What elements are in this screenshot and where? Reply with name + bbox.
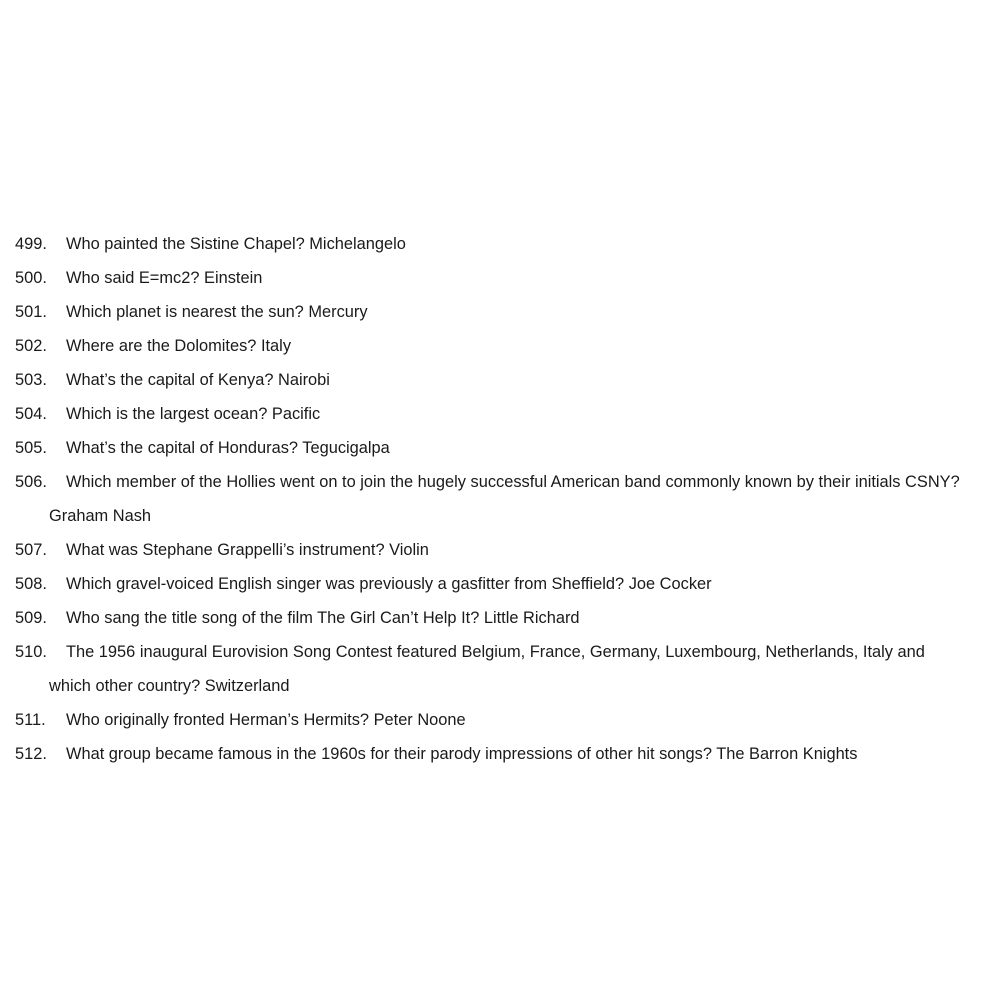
list-item (15, 329, 993, 363)
item-text: Which member of the Hollies went on to join the hugely successful American band commonly known by their initials CSNY? (66, 473, 960, 491)
list-item (15, 737, 993, 771)
item-number: 499. (15, 235, 47, 253)
item-text: Who sang the title song of the film The Girl Can’t Help It? Little Richard (66, 609, 580, 627)
item-number: 512. (15, 745, 47, 763)
item-number: 500. (15, 269, 47, 287)
item-number: 501. (15, 303, 47, 321)
list-item (15, 703, 993, 737)
item-number: 507. (15, 541, 47, 559)
item-text: Who said E=mc2? Einstein (66, 269, 263, 287)
item-text-continuation: Graham Nash (49, 507, 152, 525)
item-text-continuation: which other country? Switzerland (49, 677, 290, 695)
item-number: 511. (15, 711, 46, 729)
item-number: 509. (15, 609, 47, 627)
item-number: 503. (15, 371, 47, 389)
list-item (15, 635, 993, 703)
list-item (15, 295, 993, 329)
list-item (15, 431, 993, 465)
list-item (15, 227, 993, 261)
list-item (15, 533, 993, 567)
item-number: 504. (15, 405, 47, 423)
item-number: 508. (15, 575, 47, 593)
quiz-question-list (15, 227, 993, 771)
item-text: The 1956 inaugural Eurovision Song Contest featured Belgium, France, Germany, Luxembourg, Netherlands, Italy and (66, 643, 925, 661)
item-text: Which planet is nearest the sun? Mercury (66, 303, 368, 321)
item-number: 506. (15, 473, 47, 491)
item-number: 505. (15, 439, 47, 457)
item-text: Which gravel-voiced English singer was previously a gasfitter from Sheffield? Joe Cocker (66, 575, 712, 593)
list-item (15, 397, 993, 431)
list-item (15, 363, 993, 397)
list-item (15, 465, 993, 533)
item-text: Which is the largest ocean? Pacific (66, 405, 321, 423)
item-number: 502. (15, 337, 47, 355)
list-item (15, 261, 993, 295)
item-number: 510. (15, 643, 47, 661)
item-text: What group became famous in the 1960s for their parody impressions of other hit songs? The Barron Knights (66, 745, 858, 763)
item-text: What’s the capital of Kenya? Nairobi (66, 371, 330, 389)
item-text: What was Stephane Grappelli’s instrument? Violin (66, 541, 429, 559)
item-text: Who painted the Sistine Chapel? Michelangelo (66, 235, 406, 253)
item-text: Who originally fronted Herman’s Hermits? Peter Noone (66, 711, 466, 729)
list-item (15, 567, 993, 601)
item-text: What’s the capital of Honduras? Tegucigalpa (66, 439, 390, 457)
list-item (15, 601, 993, 635)
item-text: Where are the Dolomites? Italy (66, 337, 292, 355)
